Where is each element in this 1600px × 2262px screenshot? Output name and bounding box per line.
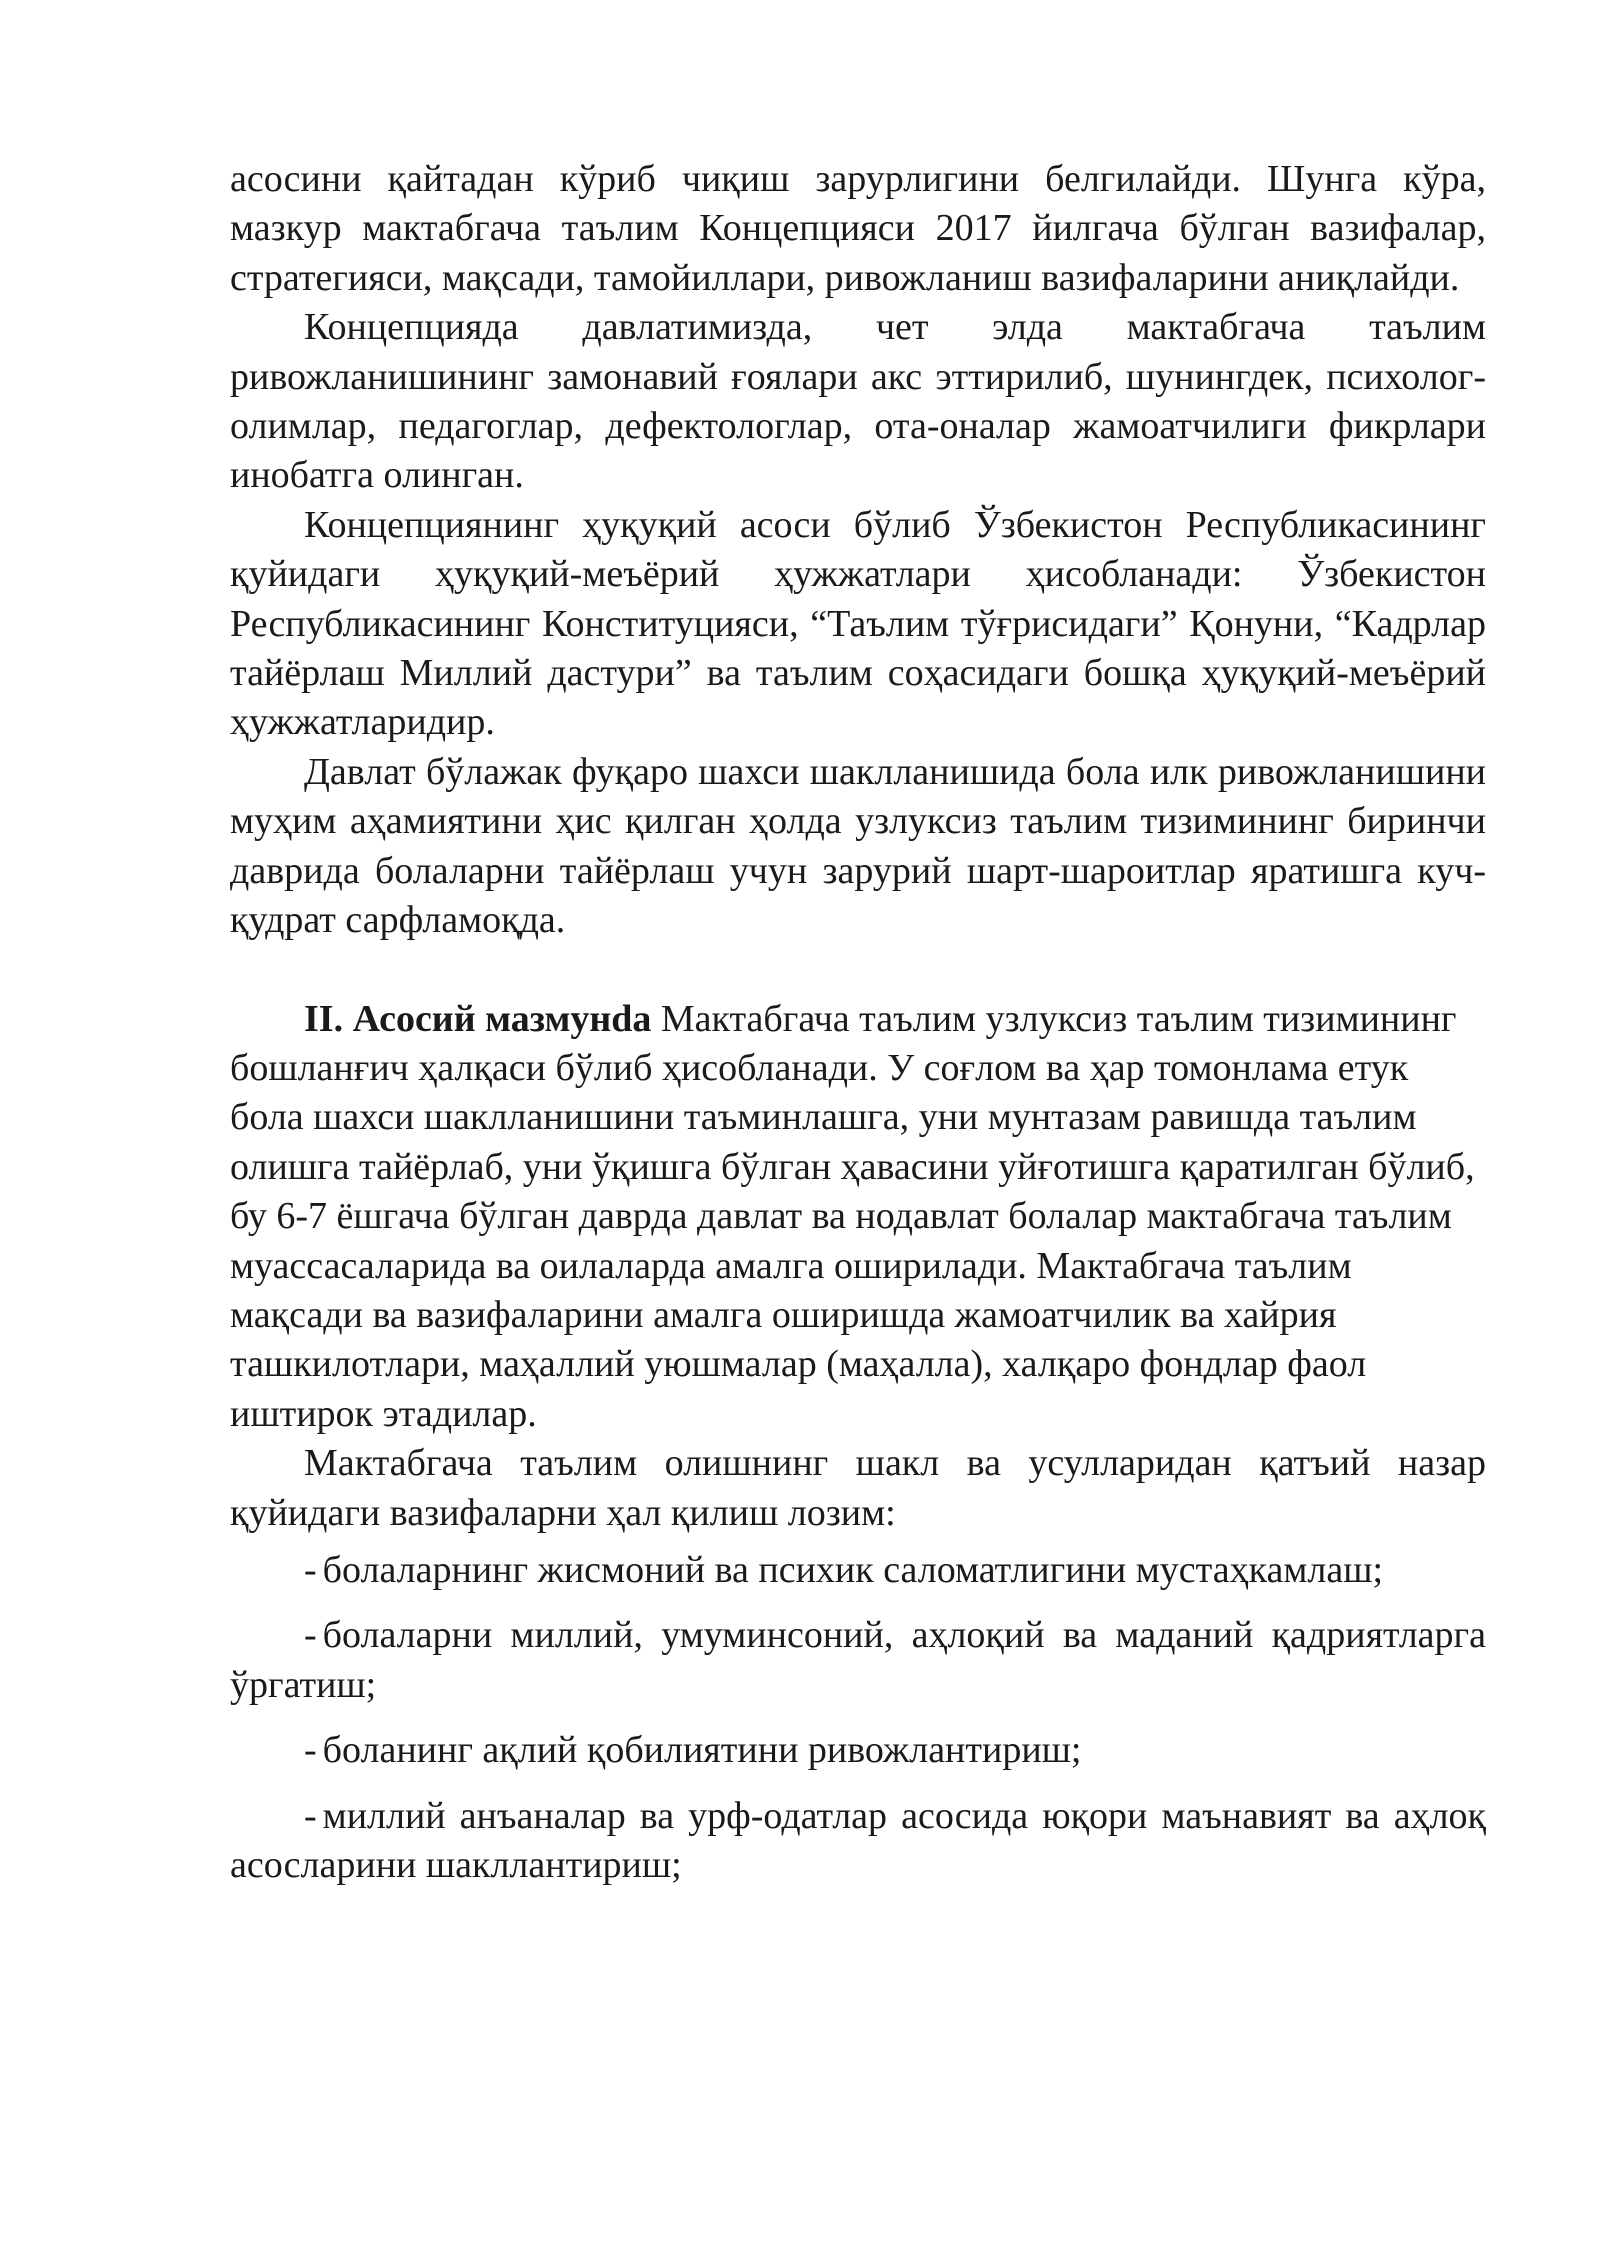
list-item-text: боланинг ақлий қобилиятини ривожлантириш; <box>322 1729 1082 1772</box>
list-item-text: болаларни миллий, умуминсоний, аҳлоқий ва маданий қадриятларга ўргатиш; <box>230 1614 1486 1706</box>
list-item-text: миллий анъаналар ва урф-одатлар асосида юқори маънавият ва аҳлоқ асосларини шакллантириш; <box>230 1794 1486 1886</box>
list-dash: - <box>304 1614 317 1657</box>
task-list <box>230 1546 1486 1890</box>
list-dash: - <box>304 1548 317 1591</box>
list-item <box>230 1546 1486 1595</box>
document-body <box>230 155 1486 1906</box>
list-dash: - <box>304 1794 317 1837</box>
list-item <box>230 1792 1486 1891</box>
paragraph-state-role: Давлат бўлажак фуқаро шахси шаклланишида бола илк ривожланишини муҳим аҳамиятини ҳис қилган ҳолда узлуксиз таълим тизимининг биринчи даврида болаларни тайёрлаш учун зарурий шарт-шароитлар яратишга куч-қудрат сарфламоқда. <box>230 750 1486 942</box>
paragraph-continuation: асосини қайтадан кўриб чиқиш зарурлигини белгилайди. Шунга кўра, мазкур мактабгача таълим Концепцияси 2017 йилгача бўлган вазифалар, стратегияси, мақсади, тамойиллари, ривожланиш вазифаларини аниқлайди. <box>230 158 1486 299</box>
paragraph-tasks-intro: Мактабгача таълим олишнинг шакл ва усулларидан қатъий назар қуйидаги вазифаларни ҳал қилиш лозим: <box>230 1442 1486 1534</box>
list-item <box>230 1726 1486 1775</box>
paragraph-legal-basis: Концепциянинг ҳуқуқий асоси бўлиб Ўзбекистон Республикасининг қуйидаги ҳуқуқий-меъёрий ҳужжатлари ҳисобланади: Ўзбекистон Республикасининг Конституцияси, “Таълим тўғрисидаги” Қонуни, “Кадрлар тайёрлаш Миллий дастури” ва таълим соҳасидаги бошқа ҳуқуқий-меъёрий ҳужжатларидир. <box>230 503 1486 744</box>
list-item-text: болаларнинг жисмоний ва психик саломатлигини мустаҳкамлаш; <box>322 1548 1384 1591</box>
section-paragraph <box>230 995 1486 1440</box>
section-heading: II. Асосий мазмунda <box>304 997 652 1040</box>
section-body: Мактабгача таълим узлуксиз таълим тизимининг бошланғич ҳалқаси бўлиб ҳисобланади. У соғлом ва ҳар томонлама етук бола шахси шаклланишини таъминлашга, уни мунтазам равишда таълим олишга тайёрлаб, уни ўқишга бўлган ҳавасини уйғотишга қаратилган бўлиб, бу 6-7 ёшгача бўлган даврда давлат ва нодавлат болалар мактабгача таълим муассасаларида ва оилаларда амалга оширилади. Мактабгача таълим мақсади ва вазифаларини амалга оширишда жамоатчилик ва хайрия ташкилотлари, маҳаллий уюшмалар (маҳалла), халқаро фондлар фаол иштирок этадилар. <box>230 997 1475 1435</box>
paragraph-gap <box>230 946 1486 995</box>
list-item <box>230 1611 1486 1710</box>
list-dash: - <box>304 1729 317 1772</box>
paragraph-concept-ideas: Концепцияда давлатимизда, чет элда мактабгача таълим ривожланишининг замонавий ғоялари акс эттирилиб, шунингдек, психолог-олимлар, педагоглар, дефектологлар, ота-оналар жамоатчилиги фикрлари инобатга олинган. <box>230 306 1486 497</box>
